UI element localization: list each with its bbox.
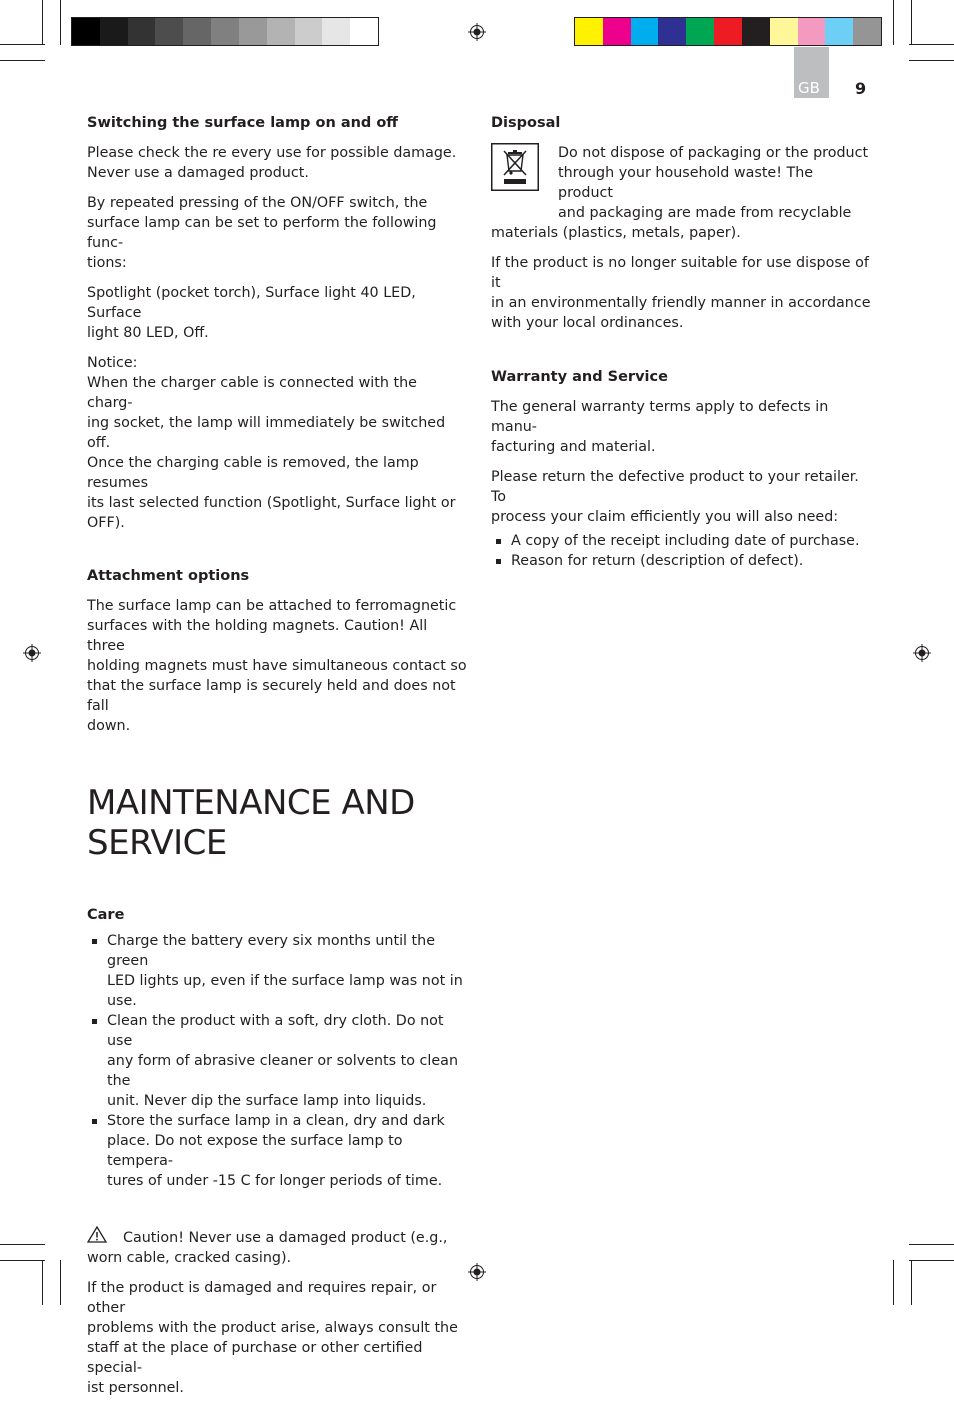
text-line: ing socket, the lamp will immediately be switched off.: [87, 415, 446, 451]
paragraph: [491, 397, 871, 457]
color-swatch: [770, 18, 798, 45]
color-swatch: [211, 18, 239, 45]
notice-paragraph: [87, 353, 467, 533]
color-swatch: [239, 18, 267, 45]
text-line: place. Do not expose the surface lamp to tempera-: [107, 1133, 403, 1169]
text-line: any form of abrasive cleaner or solvents to clean the: [107, 1053, 458, 1089]
text-line: Store the surface lamp in a clean, dry and dark: [107, 1113, 445, 1129]
language-tag: GB: [798, 79, 820, 97]
registration-mark-icon: [913, 644, 931, 662]
list-item: [87, 1011, 467, 1111]
text-line: Spotlight (pocket torch), Surface light 40 LED, Surface: [87, 285, 416, 321]
paragraph: [491, 253, 871, 333]
text-line: down.: [87, 718, 131, 734]
text-line: light 80 LED, Off.: [87, 325, 209, 341]
text-line: If the product is damaged and requires repair, or other: [87, 1280, 437, 1316]
text-line: Notice:: [87, 355, 138, 371]
text-line: tions:: [87, 255, 127, 271]
language-tab: [794, 47, 829, 98]
text-line: materials (plastics, metals, paper).: [491, 225, 741, 241]
text-line: ist personnel.: [87, 1380, 184, 1396]
care-list: [87, 931, 467, 1191]
color-swatch: [295, 18, 323, 45]
text-line: Clean the product with a soft, dry cloth. Do not use: [107, 1013, 444, 1049]
color-swatch: [72, 18, 100, 45]
text-line: The surface lamp can be attached to ferromagnetic: [87, 598, 457, 614]
text-line: If the product is no longer suitable for use dispose of it: [491, 255, 869, 291]
text-line: When the charger cable is connected with the charg-: [87, 375, 417, 411]
color-swatch: [631, 18, 659, 45]
registration-mark-icon: [468, 1263, 486, 1281]
color-swatch: [155, 18, 183, 45]
paragraph: [87, 193, 467, 273]
text-line: holding magnets must have simultaneous contact so: [87, 658, 467, 674]
paragraph: [87, 1278, 467, 1398]
registration-mark-icon: [468, 23, 486, 41]
text-line: that the surface lamp is securely held and does not fall: [87, 678, 456, 714]
color-swatch: [128, 18, 156, 45]
text-line: use.: [107, 993, 137, 1009]
color-swatch: [322, 18, 350, 45]
disposal-block: [491, 143, 871, 243]
color-swatch: [798, 18, 826, 45]
color-swatch: [742, 18, 770, 45]
section-heading: Care: [87, 907, 125, 923]
color-swatch: [267, 18, 295, 45]
warning-triangle-icon: [87, 1226, 107, 1243]
process-color-bar: [574, 17, 882, 46]
color-swatch: [575, 18, 603, 45]
text-line: Once the charging cable is removed, the lamp resumes: [87, 455, 419, 491]
section-heading: Switching the surface lamp on and off: [87, 115, 399, 131]
section-heading: Attachment options: [87, 568, 250, 584]
crossed-out-wheelie-bin-icon: [491, 143, 539, 191]
registration-mark-icon: [23, 644, 41, 662]
chapter-title: [87, 783, 467, 863]
text-line: surface lamp can be set to perform the following func-: [87, 215, 437, 251]
section-heading: Disposal: [491, 115, 561, 131]
caution-paragraph: [87, 1226, 467, 1268]
list-item: A copy of the receipt including date of purchase.: [491, 531, 871, 551]
page-number: 9: [855, 79, 867, 98]
warranty-list: [491, 531, 871, 571]
paragraph: [87, 283, 467, 343]
text-line: OFF).: [87, 515, 125, 531]
color-swatch: [350, 18, 378, 45]
color-swatch: [714, 18, 742, 45]
text-line: surfaces with the holding magnets. Caution! All three: [87, 618, 428, 654]
text-line: and packaging are made from recyclable: [558, 205, 852, 221]
text-line: Never use a damaged product.: [87, 165, 309, 181]
text-line: problems with the product arise, always consult the: [87, 1320, 458, 1336]
color-swatch: [603, 18, 631, 45]
text-line: facturing and material.: [491, 439, 656, 455]
color-swatch: [686, 18, 714, 45]
text-line: through your household waste! The product: [558, 165, 814, 201]
color-swatch: [658, 18, 686, 45]
text-line: By repeated pressing of the ON/OFF switch, the: [87, 195, 428, 211]
section-heading: Warranty and Service: [491, 369, 668, 385]
list-item: Reason for return (description of defect).: [491, 551, 871, 571]
text-line: staff at the place of purchase or other certified special-: [87, 1340, 423, 1376]
text-line: Please check the re every use for possible damage.: [87, 145, 457, 161]
color-swatch: [100, 18, 128, 45]
text-line: unit. Never dip the surface lamp into liquids.: [107, 1093, 427, 1109]
left-column: [87, 113, 467, 1408]
color-swatch: [183, 18, 211, 45]
text-line: Charge the battery every six months until the green: [107, 933, 436, 969]
paragraph: [491, 467, 871, 527]
list-item: [87, 1111, 467, 1191]
color-swatch: [853, 18, 881, 45]
text-line: tures of under -15 C for longer periods of time.: [107, 1173, 443, 1189]
text-line: Caution! Never use a damaged product (e.g.,: [123, 1230, 448, 1246]
text-line: in an environmentally friendly manner in accordance: [491, 295, 871, 311]
color-swatch: [825, 18, 853, 45]
text-line: process your claim efficiently you will also need:: [491, 509, 839, 525]
text-line: with your local ordinances.: [491, 315, 684, 331]
text-line: Please return the defective product to your retailer. To: [491, 469, 859, 505]
title-line: MAINTENANCE AND: [87, 783, 415, 823]
right-column: [491, 113, 871, 581]
paragraph: [87, 596, 467, 736]
list-item: [87, 931, 467, 1011]
text-line: The general warranty terms apply to defects in manu-: [491, 399, 829, 435]
grayscale-color-bar: [71, 17, 379, 46]
text-line: worn cable, cracked casing).: [87, 1250, 292, 1266]
title-line: SERVICE: [87, 823, 227, 863]
text-line: LED lights up, even if the surface lamp was not in: [107, 973, 463, 989]
text-line: its last selected function (Spotlight, Surface light or: [87, 495, 456, 511]
paragraph: [87, 143, 467, 183]
text-line: Do not dispose of packaging or the product: [558, 145, 869, 161]
